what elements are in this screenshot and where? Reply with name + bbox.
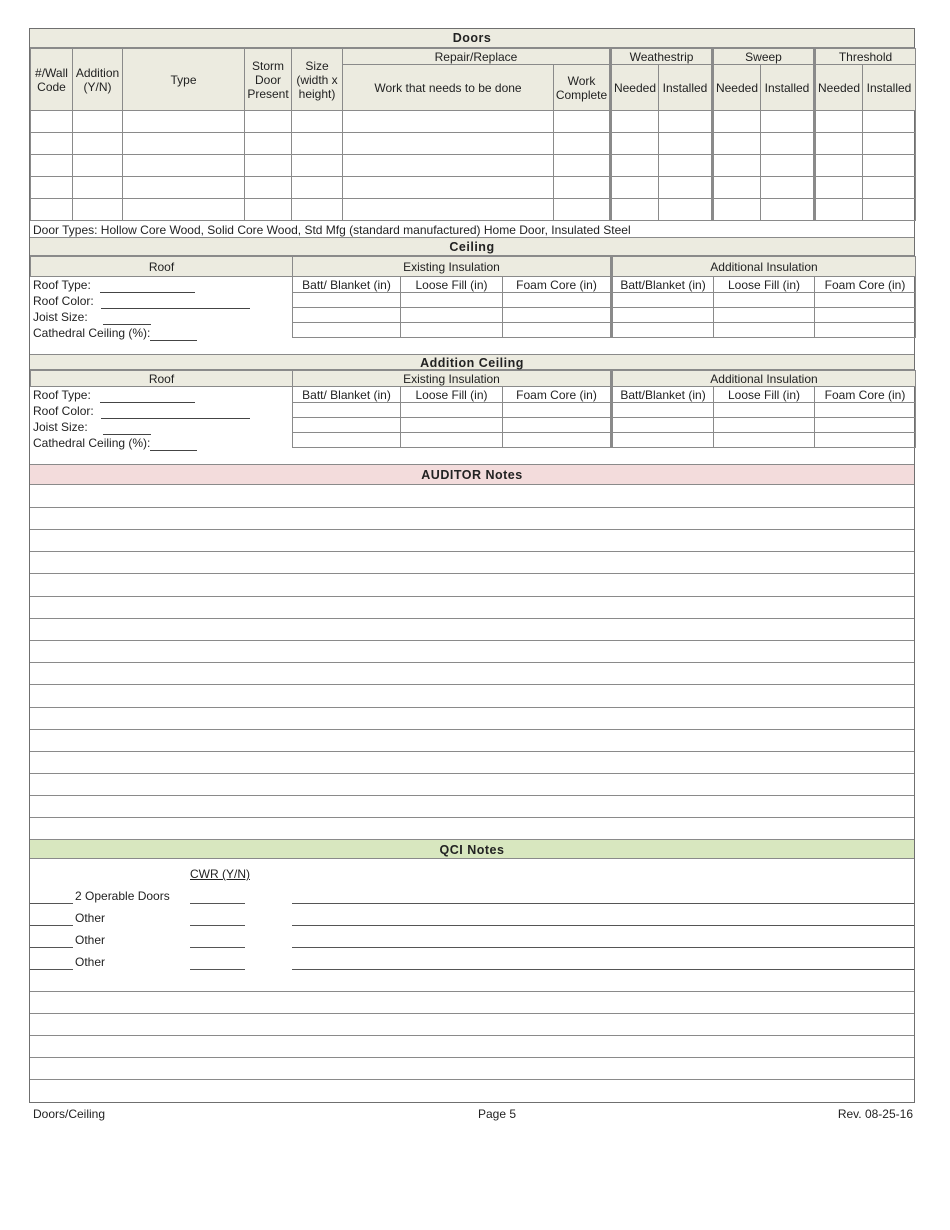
cell[interactable] (815, 323, 916, 338)
cell[interactable] (293, 403, 401, 418)
ceiling-insulation-table (292, 276, 916, 338)
roof-type-field[interactable] (100, 390, 195, 403)
col-work: Work that needs to be done (343, 65, 554, 111)
group-weatherstrip: Weathestrip (611, 49, 713, 65)
col-loose-additional: Loose Fill (in) (714, 277, 815, 293)
joist-size-label: Joist Size: (33, 310, 88, 324)
cwr-field[interactable] (190, 925, 245, 926)
auditor-notes-header: AUDITOR Notes (30, 464, 914, 485)
qci-item-label: Other (75, 933, 106, 947)
cell[interactable] (343, 199, 554, 221)
cell[interactable] (73, 111, 123, 133)
cell[interactable] (611, 155, 659, 177)
qci-note-line[interactable] (30, 991, 914, 992)
cell[interactable] (401, 403, 503, 418)
cell[interactable] (713, 111, 761, 133)
cell[interactable] (659, 155, 713, 177)
cell[interactable] (245, 111, 292, 133)
cell[interactable] (659, 133, 713, 155)
col-addition: Addition (Y/N) (73, 49, 123, 111)
qci-item-label: Other (75, 911, 106, 925)
col-sw-needed: Needed (713, 65, 761, 111)
cell[interactable] (503, 433, 612, 448)
cell[interactable] (815, 177, 863, 199)
col-size: Size (width x height) (292, 49, 343, 111)
col-loose-existing: Loose Fill (in) (401, 387, 503, 403)
footer-revision: Rev. 08-25-16 (837, 1107, 913, 1121)
cell[interactable] (554, 111, 611, 133)
cell[interactable] (863, 111, 916, 133)
cell[interactable] (31, 133, 73, 155)
joist-size-label: Joist Size: (33, 420, 88, 434)
cell[interactable] (714, 418, 815, 433)
roof-type-label: Roof Type: (33, 278, 91, 292)
cell[interactable] (292, 177, 343, 199)
cell[interactable] (863, 177, 916, 199)
cell[interactable] (815, 133, 863, 155)
cell[interactable] (815, 155, 863, 177)
check-field[interactable] (30, 925, 73, 926)
cell[interactable] (503, 403, 612, 418)
cell[interactable] (503, 308, 612, 323)
group-repair: Repair/Replace (343, 49, 611, 65)
cathedral-label: Cathedral Ceiling (%): (33, 326, 151, 340)
cell[interactable] (815, 403, 916, 418)
cell[interactable] (611, 111, 659, 133)
cwr-field[interactable] (190, 947, 245, 948)
cell[interactable] (815, 293, 916, 308)
qci-notes-header: QCI Notes (30, 839, 914, 859)
doors-header: Doors (30, 29, 914, 48)
table-row (293, 418, 916, 433)
cell[interactable] (73, 133, 123, 155)
cell[interactable] (31, 155, 73, 177)
cell[interactable] (343, 177, 554, 199)
roof-type-field[interactable] (100, 280, 195, 293)
cell[interactable] (293, 293, 401, 308)
cell[interactable] (761, 177, 815, 199)
doors-table (30, 48, 916, 221)
joist-size-field[interactable] (103, 312, 151, 325)
cathedral-field[interactable] (150, 328, 197, 341)
cell[interactable] (245, 177, 292, 199)
cell[interactable] (503, 418, 612, 433)
cell[interactable] (815, 111, 863, 133)
cell[interactable] (761, 155, 815, 177)
group-threshold: Threshold (815, 49, 916, 65)
table-row (293, 293, 916, 308)
qci-note-line[interactable] (30, 1079, 914, 1080)
cell[interactable] (714, 308, 815, 323)
cell[interactable] (611, 133, 659, 155)
col-type: Type (123, 49, 245, 111)
col-foam-additional: Foam Core (in) (815, 387, 916, 403)
cell[interactable] (761, 111, 815, 133)
cell[interactable] (31, 111, 73, 133)
joist-size-field[interactable] (103, 422, 151, 435)
cell[interactable] (714, 433, 815, 448)
cell[interactable] (293, 418, 401, 433)
cell[interactable] (343, 155, 554, 177)
table-row (31, 111, 916, 133)
qci-note-line[interactable] (30, 1057, 914, 1058)
cell[interactable] (292, 111, 343, 133)
cell[interactable] (815, 418, 916, 433)
cell[interactable] (245, 133, 292, 155)
cell[interactable] (123, 155, 245, 177)
cell[interactable] (714, 323, 815, 338)
footer-section-name: Doors/Ceiling (33, 1107, 106, 1121)
cell[interactable] (293, 308, 401, 323)
col-batt-additional: Batt/Blanket (in) (612, 277, 714, 293)
cell[interactable] (73, 199, 123, 221)
ceiling-group-row (30, 256, 914, 277)
table-row (31, 155, 916, 177)
cell[interactable] (611, 199, 659, 221)
table-row (293, 433, 916, 448)
col-sw-installed: Installed (761, 65, 815, 111)
cathedral-label: Cathedral Ceiling (%): (33, 436, 151, 450)
cwr-label: CWR (Y/N) (190, 867, 250, 881)
cell[interactable] (554, 155, 611, 177)
cell[interactable] (761, 133, 815, 155)
col-th-needed: Needed (815, 65, 863, 111)
col-foam-additional: Foam Core (in) (815, 277, 916, 293)
cell[interactable] (815, 433, 916, 448)
cell[interactable] (503, 293, 612, 308)
qci-comment-line[interactable] (292, 947, 914, 948)
table-row (31, 199, 916, 221)
cell[interactable] (863, 199, 916, 221)
cell[interactable] (123, 111, 245, 133)
table-row (293, 308, 916, 323)
roof-label: Roof (31, 257, 293, 277)
auditor-notes-area[interactable] (30, 485, 914, 839)
col-foam-existing: Foam Core (in) (503, 387, 612, 403)
cell[interactable] (659, 177, 713, 199)
qci-note-line[interactable] (30, 1013, 914, 1014)
cell[interactable] (612, 418, 714, 433)
addition-ceiling-groups (30, 370, 916, 387)
roof-label: Roof (31, 371, 293, 387)
cell[interactable] (611, 177, 659, 199)
roof-color-field[interactable] (101, 296, 250, 309)
col-ws-installed: Installed (659, 65, 713, 111)
roof-color-label: Roof Color: (33, 294, 94, 308)
cell[interactable] (612, 433, 714, 448)
cell[interactable] (863, 133, 916, 155)
cell[interactable] (292, 133, 343, 155)
cell[interactable] (123, 133, 245, 155)
addition-insulation-table (292, 386, 916, 448)
existing-insulation-label: Existing Insulation (293, 371, 612, 387)
table-row (293, 323, 916, 338)
cell[interactable] (401, 418, 503, 433)
cwr-field[interactable] (190, 969, 245, 970)
qci-notes-area (30, 859, 914, 1103)
qci-comment-line[interactable] (292, 925, 914, 926)
group-sweep: Sweep (713, 49, 815, 65)
cell[interactable] (815, 308, 916, 323)
cell[interactable] (612, 403, 714, 418)
cell[interactable] (401, 293, 503, 308)
table-row (31, 133, 916, 155)
cell[interactable] (863, 155, 916, 177)
cell[interactable] (73, 155, 123, 177)
cell[interactable] (292, 199, 343, 221)
col-storm: Storm Door Present (245, 49, 292, 111)
cell[interactable] (612, 308, 714, 323)
footer-page-number: Page 5 (478, 1107, 517, 1121)
roof-color-label: Roof Color: (33, 404, 94, 418)
cell[interactable] (713, 155, 761, 177)
qci-item-label: Other (75, 955, 106, 969)
cell[interactable] (401, 323, 503, 338)
form-page (29, 28, 915, 1103)
qci-comment-line[interactable] (292, 969, 914, 970)
ceiling-groups (30, 256, 916, 277)
cell[interactable] (293, 323, 401, 338)
cell[interactable] (659, 111, 713, 133)
roof-type-label: Roof Type: (33, 388, 91, 402)
qci-comment-line[interactable] (292, 903, 914, 904)
cell[interactable] (612, 293, 714, 308)
additional-insulation-label: Additional Insulation (612, 371, 916, 387)
col-batt-existing: Batt/ Blanket (in) (293, 277, 401, 293)
addition-ceiling-header: Addition Ceiling (30, 354, 914, 370)
roof-color-field[interactable] (101, 406, 250, 419)
cwr-field[interactable] (190, 903, 245, 904)
cell[interactable] (343, 111, 554, 133)
cell[interactable] (123, 177, 245, 199)
cell[interactable] (293, 433, 401, 448)
col-th-installed: Installed (863, 65, 916, 111)
col-loose-additional: Loose Fill (in) (714, 387, 815, 403)
col-wall-code: #/Wall Code (31, 49, 73, 111)
cathedral-field[interactable] (150, 438, 197, 451)
qci-note-line[interactable] (30, 1035, 914, 1036)
cell[interactable] (713, 199, 761, 221)
cell[interactable] (659, 199, 713, 221)
cell[interactable] (401, 308, 503, 323)
cell[interactable] (343, 133, 554, 155)
check-field[interactable] (30, 903, 73, 904)
cell[interactable] (292, 155, 343, 177)
roof-fields (33, 277, 250, 341)
cell[interactable] (31, 199, 73, 221)
table-row (31, 177, 916, 199)
col-complete: Work Complete (554, 65, 611, 111)
cell[interactable] (714, 293, 815, 308)
cell[interactable] (554, 177, 611, 199)
ceiling-header: Ceiling (30, 237, 914, 256)
cell[interactable] (123, 199, 245, 221)
qci-item-label: 2 Operable Doors (75, 889, 170, 903)
cell[interactable] (554, 199, 611, 221)
existing-insulation-label: Existing Insulation (293, 257, 612, 277)
additional-insulation-label: Additional Insulation (612, 257, 916, 277)
cell[interactable] (713, 133, 761, 155)
check-field[interactable] (30, 947, 73, 948)
cell[interactable] (713, 177, 761, 199)
col-batt-existing: Batt/ Blanket (in) (293, 387, 401, 403)
check-field[interactable] (30, 969, 73, 970)
cell[interactable] (73, 177, 123, 199)
col-foam-existing: Foam Core (in) (503, 277, 612, 293)
door-types-note: Door Types: Hollow Core Wood, Solid Core Wood, Std Mfg (standard manufactured) Home Door, Insulated Steel (33, 223, 631, 237)
cell[interactable] (714, 403, 815, 418)
cell[interactable] (612, 323, 714, 338)
cell[interactable] (245, 199, 292, 221)
col-loose-existing: Loose Fill (in) (401, 277, 503, 293)
cell[interactable] (761, 199, 815, 221)
cell[interactable] (554, 133, 611, 155)
table-row (293, 403, 916, 418)
col-batt-additional: Batt/Blanket (in) (612, 387, 714, 403)
col-ws-needed: Needed (611, 65, 659, 111)
cell[interactable] (815, 199, 863, 221)
cell[interactable] (245, 155, 292, 177)
addition-roof-fields (33, 387, 250, 451)
cell[interactable] (401, 433, 503, 448)
cell[interactable] (503, 323, 612, 338)
cell[interactable] (31, 177, 73, 199)
